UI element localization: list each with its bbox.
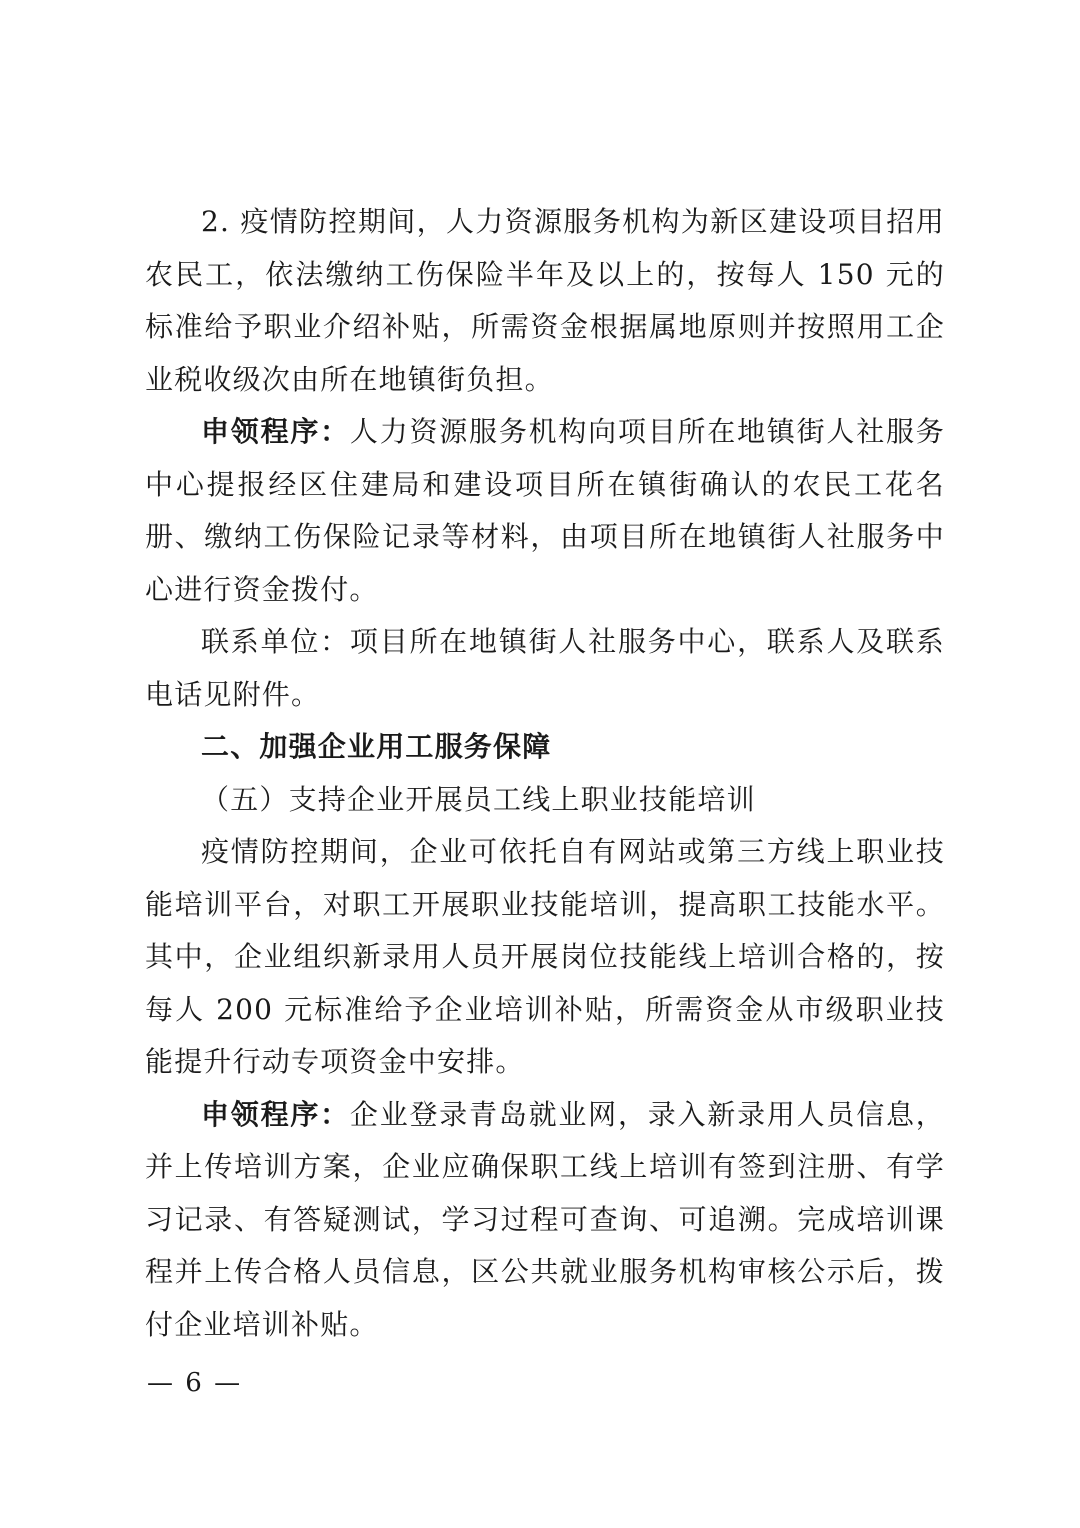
paragraph-subsidy-description (145, 196, 945, 406)
page-number: — 6 — (147, 1368, 243, 1398)
paragraph-text: 联系单位：项目所在地镇街人社服务中心，联系人及联系电话见附件。 (145, 625, 945, 711)
document-body (145, 196, 945, 1351)
procedure-label: 申领程序： (201, 415, 350, 448)
paragraph-application-procedure (145, 406, 945, 616)
paragraph-contact-unit (145, 616, 945, 721)
paragraph-text: 企业登录青岛就业网，录入新录用人员信息，并上传培训方案，企业应确保职工线上培训有签到注册、有学习记录、有答疑测试，学习过程可查询、可追溯。完成培训课程并上传合格人员信息，区公共就业服务机构审核公示后，拨付企业培训补贴。 (145, 1097, 945, 1341)
subsection-heading: （五）支持企业开展员工线上职业技能培训 (201, 782, 756, 816)
paragraph-training-description (145, 826, 945, 1089)
procedure-label: 申领程序： (201, 1097, 350, 1131)
section-heading: 二、加强企业用工服务保障 (201, 730, 552, 763)
paragraph-text: 人力资源服务机构向项目所在地镇街人社服务中心提报经区住建局和建设项目所在镇街确认的农民工花名册、缴纳工伤保险记录等材料，由项目所在地镇街人社服务中心进行资金拨付。 (145, 415, 945, 606)
paragraph-text: 2. 疫情防控期间，人力资源服务机构为新区建设项目招用农民工，依法缴纳工伤保险半年及以上的，按每人 150 元的标准给予职业介绍补贴，所需资金根据属地原则并按照用工企业税收级次由所在地镇街负担。 (145, 205, 945, 396)
paragraph-text: 疫情防控期间，企业可依托自有网站或第三方线上职业技能培训平台，对职工开展职业技能培训，提高职工技能水平。其中，企业组织新录用人员开展岗位技能线上培训合格的，按每人 200 元标准给予企业培训补贴，所需资金从市级职业技能提升行动专项资金中安排。 (145, 835, 945, 1078)
paragraph-training-procedure (145, 1089, 945, 1352)
